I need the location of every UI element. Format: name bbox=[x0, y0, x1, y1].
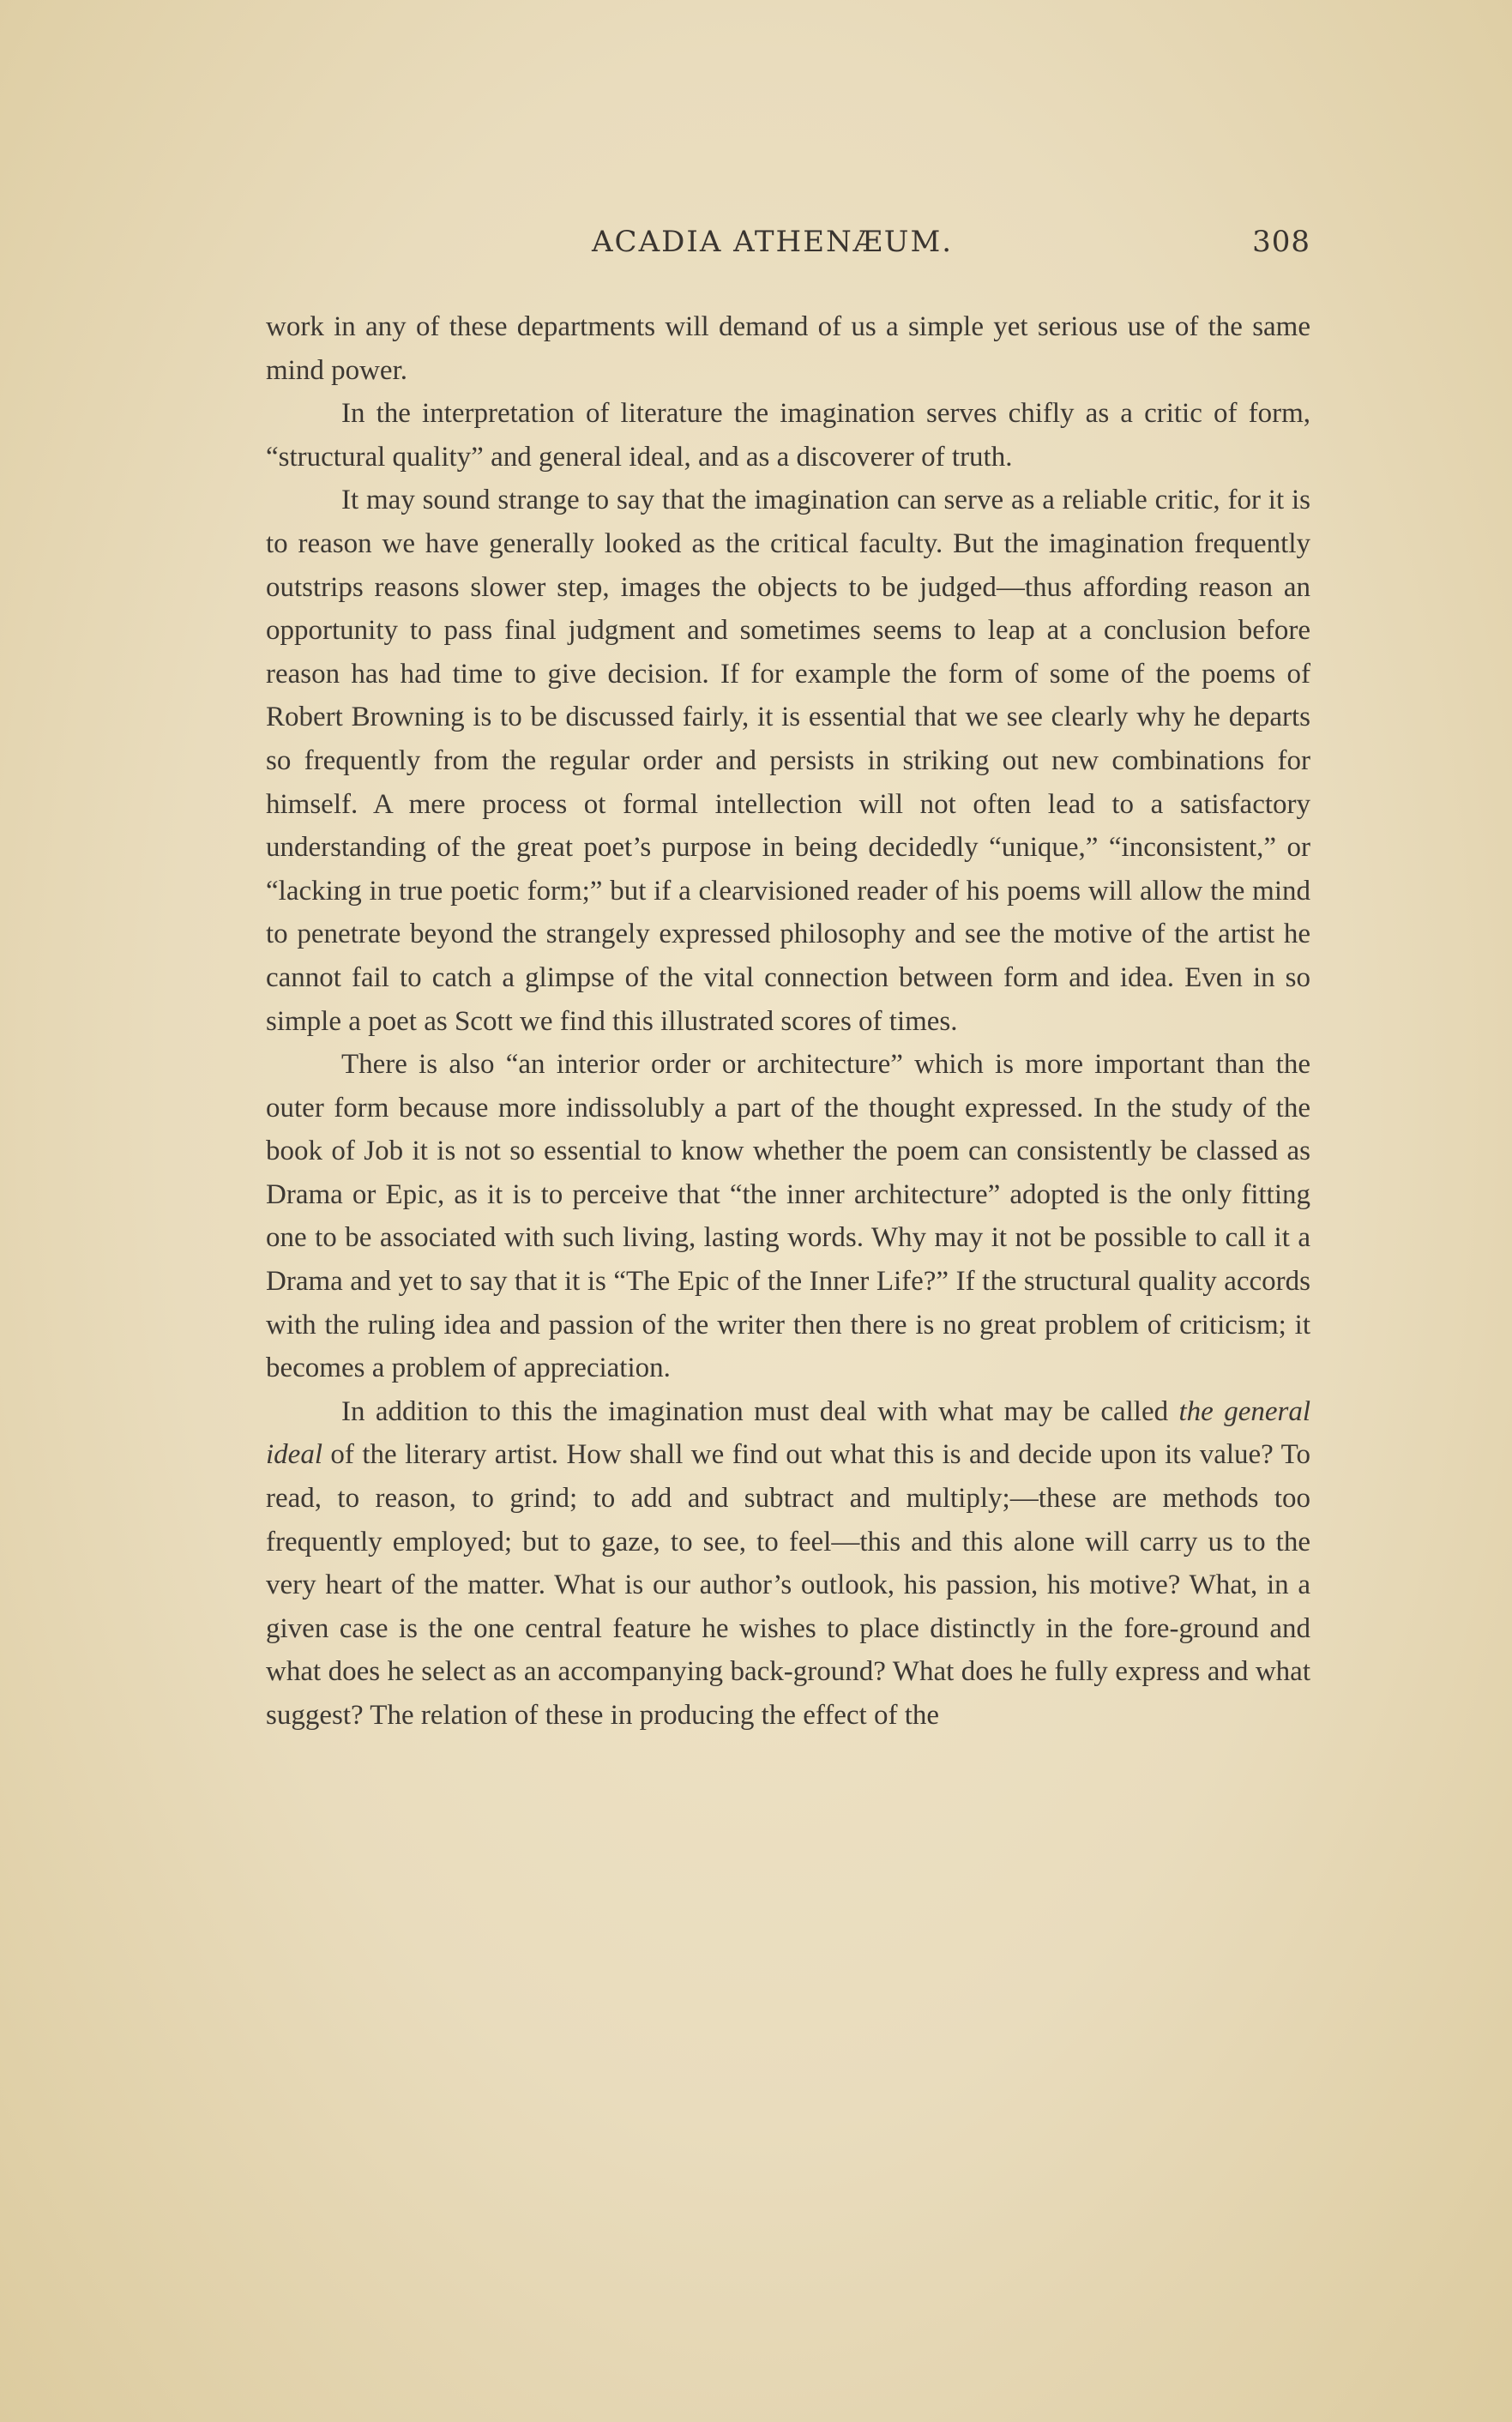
paragraph-general-ideal-start: In addition to this the imagination must deal with what may be called bbox=[341, 1395, 1179, 1427]
paragraph-general-ideal bbox=[266, 1390, 1310, 1738]
paragraph-imagination-critic: In the interpretation of literature the imagination serves chifly as a critic of form, “structural quality” and general ideal, and as a discoverer of truth. bbox=[266, 398, 1310, 473]
paragraph-browning: It may sound strange to say that the imagination can serve as a reliable critic, for it is to reason we have generally looked as the critical faculty. But the imagination frequently outstrips reasons slower step, images the objects to be judged—thus affording reason an opportunity to pass final judgment and sometimes seems to leap at a conclusion before reason has had time to give decision. If for example the form of some of the poems of Robert Browning is to be discussed fairly, it is essential that we see clearly why he departs so frequently from the regular order and persists in striking out new combinations for himself. A mere process ot formal intellection will not often lead to a satisfactory understanding of the great poet’s purpose in being decidedly “unique,” “inconsistent,” or “lacking in true poetic form;” but if a clearvisioned reader of his poems will allow the mind to penetrate beyond the strangely expressed philosophy and see the motive of the artist he cannot fail to catch a glimpse of the vital connection between form and idea. Even in so simple a poet as Scott we find this illustrated scores of times. bbox=[266, 485, 1310, 1037]
body-text bbox=[266, 305, 1310, 1738]
general-ideal-emphasis: the general ideal bbox=[266, 1395, 1310, 1471]
running-head bbox=[266, 225, 1310, 268]
paragraph-interior-order: There is also “an interior order or architecture” which is more important than the outer form because more indissolubly a part of the thought expressed. In the study of the book of Job it is not so essential to know whether the poem can consistently be classed as Drama or Epic, as it is to perceive that “the inner architecture” adopted is the only fitting one to be associated with such living, lasting words. Why may it not be possible to call it a Drama and yet to say that it is “The Epic of the Inner Life?” If the structural quality accords with the ruling idea and passion of the writer then there is no great problem of criticism; it becomes a problem of appreciation. bbox=[266, 1049, 1310, 1384]
paragraph-general-ideal-end: of the literary artist. How shall we find out what this is and decide upon its value? To read, to reason, to grind; to add and subtract and multiply;—these are methods too frequently employed; but to gaze, to see, to feel—this and this alone will carry us to the very heart of the matter. What is our author’s outlook, his passion, his motive? What, in a given case is the one central feature he wishes to place distinctly in the fore-ground and what does he select as an accompanying back-ground? What does he fully express and what suggest? The relation of these in producing the effect of the bbox=[266, 1439, 1310, 1731]
page bbox=[266, 225, 1310, 1738]
running-title: ACADIA ATHENÆUM. bbox=[592, 225, 954, 259]
paragraph-continued: work in any of these departments will demand of us a simple yet serious use of the same mind power. bbox=[266, 311, 1310, 386]
page-number: 308 bbox=[1252, 225, 1310, 259]
